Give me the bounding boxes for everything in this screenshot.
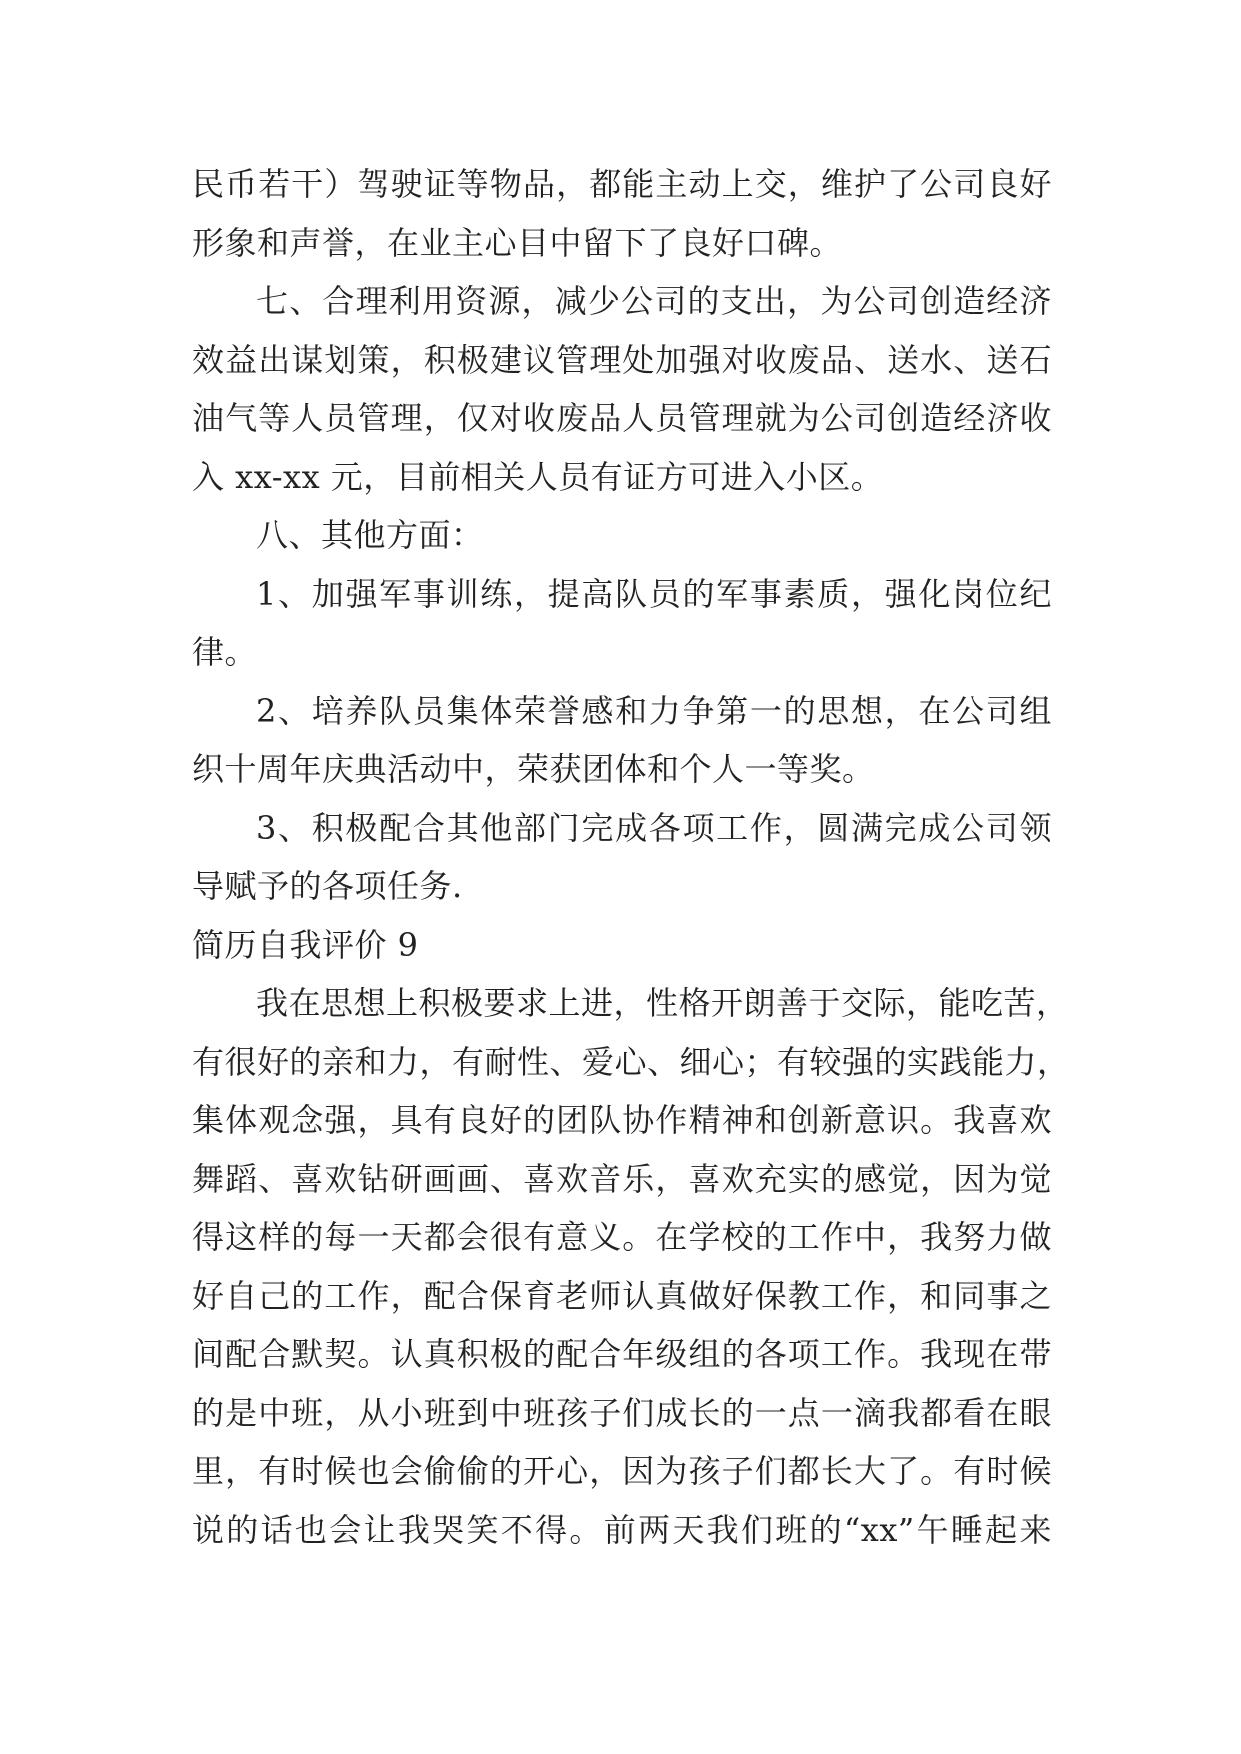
list-item-line: 2、培养队员集体荣誉感和力争第一的思想，在公司组 bbox=[256, 691, 1052, 730]
text-line: 导赋予的各项任务. bbox=[192, 867, 463, 905]
text-line: 油气等人员管理，仅对收废品人员管理就为公司创造经济收 bbox=[192, 399, 1052, 437]
paragraph-line: 我在思想上积极要求上进，性格开朗善于交际，能吃苦， bbox=[256, 984, 1069, 1022]
section-heading-line: 七、合理利用资源，减少公司的支出，为公司创造经济 bbox=[256, 282, 1052, 320]
paragraph-line: 好自己的工作，配合保育老师认真做好保教工作，和同事之 bbox=[192, 1276, 1052, 1315]
list-item-line: 1、加强军事训练，提高队员的军事素质，强化岗位纪 bbox=[256, 574, 1052, 613]
text-line: 织十周年庆典活动中，荣获团体和个人一等奖。 bbox=[192, 750, 875, 788]
document-page bbox=[192, 155, 1070, 1559]
list-item-line: 3、积极配合其他部门完成各项工作，圆满完成公司领 bbox=[256, 808, 1052, 847]
text-line: 民币若干）驾驶证等物品，都能主动上交，维护了公司良好 bbox=[192, 165, 1052, 203]
text-line: 入 xx-xx 元，目前相关人员有证方可进入小区。 bbox=[192, 457, 884, 496]
paragraph-line: 的是中班，从小班到中班孩子们成长的一点一滴我都看在眼 bbox=[192, 1393, 1052, 1432]
text-line: 效益出谋划策，积极建议管理处加强对收废品、送水、送石 bbox=[192, 340, 1052, 379]
text-line: 律。 bbox=[192, 633, 258, 671]
paragraph-line: 间配合默契。认真积极的配合年级组的各项工作。我现在带 bbox=[192, 1335, 1052, 1373]
paragraph-line: 集体观念强，具有良好的团队协作精神和创新意识。我喜欢 bbox=[192, 1101, 1052, 1139]
paragraph-line: 得这样的每一天都会很有意义。在学校的工作中，我努力做 bbox=[192, 1218, 1052, 1256]
document-heading: 简历自我评价 9 bbox=[192, 925, 419, 964]
section-heading-line: 八、其他方面： bbox=[256, 516, 484, 554]
paragraph-line: 说的话也会让我哭笑不得。前两天我们班的“xx”午睡起来 bbox=[192, 1510, 1052, 1549]
paragraph-line: 里，有时候也会偷偷的开心，因为孩子们都长大了。有时候 bbox=[192, 1452, 1052, 1490]
paragraph-line: 舞蹈、喜欢钻研画画、喜欢音乐，喜欢充实的感觉，因为觉 bbox=[192, 1159, 1052, 1198]
text-line: 形象和声誉，在业主心目中留下了良好口碑。 bbox=[192, 223, 843, 262]
paragraph-line: 有很好的亲和力，有耐性、爱心、细心；有较强的实践能力， bbox=[192, 1042, 1070, 1081]
